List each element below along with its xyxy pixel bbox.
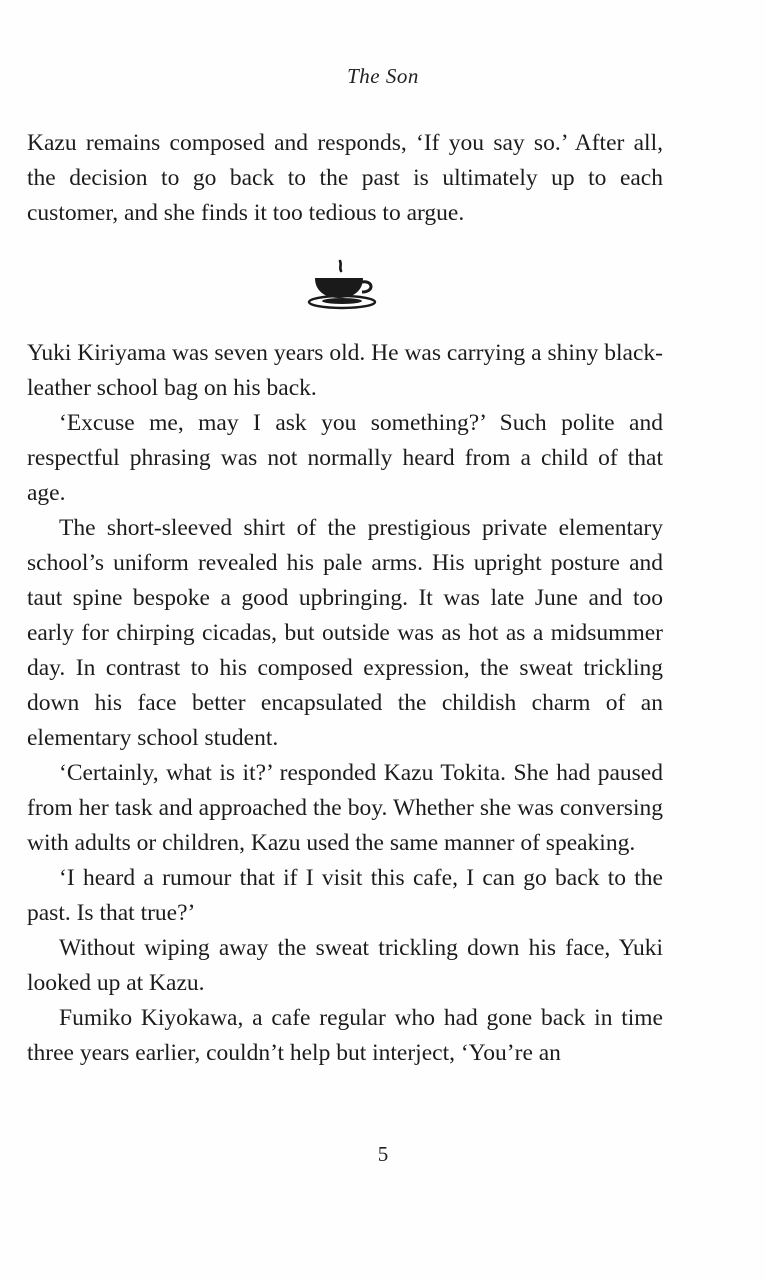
- text-block-after-break: [27, 336, 663, 1071]
- paragraph: Yuki Kiriyama was seven years old. He was carrying a shiny black-leather school bag on his back.: [27, 340, 663, 401]
- paragraph: Without wiping away the sweat trickling down his face, Yuki looked up at Kazu.: [27, 935, 663, 996]
- coffee-cup-icon: [305, 258, 381, 312]
- paragraph: Kazu remains composed and responds, ‘If you say so.’ After all, the decision to go back to the past is ultimately up to each customer, and she finds it too tedious to argue.: [27, 130, 663, 226]
- paragraph: The short-sleeved shirt of the prestigious private elementary school’s uniform revealed his pale arms. His upright posture and taut spine bespoke a good upbringing. It was late June and too early for chirping cicadas, but outside was as hot as a midsummer day. In contrast to his composed expression, the sweat trickling down his face better encapsulated the childish charm of an elementary school student.: [27, 515, 663, 751]
- page-number: 5: [377, 1142, 389, 1166]
- running-head: The Son: [347, 64, 419, 88]
- paragraph: ‘I heard a rumour that if I visit this cafe, I can go back to the past. Is that true?’: [27, 865, 663, 926]
- paragraph: ‘Excuse me, may I ask you something?’ Such polite and respectful phrasing was not normally heard from a child of that age.: [27, 410, 663, 506]
- paragraph: ‘Certainly, what is it?’ responded Kazu Tokita. She had paused from her task and approached the boy. Whether she was conversing with adults or children, Kazu used the same manner of speaking.: [27, 760, 663, 856]
- text-block-before-break: [27, 126, 663, 231]
- paragraph: Fumiko Kiyokawa, a cafe regular who had gone back in time three years earlier, couldn’t help but interject, ‘You’re an: [27, 1005, 663, 1066]
